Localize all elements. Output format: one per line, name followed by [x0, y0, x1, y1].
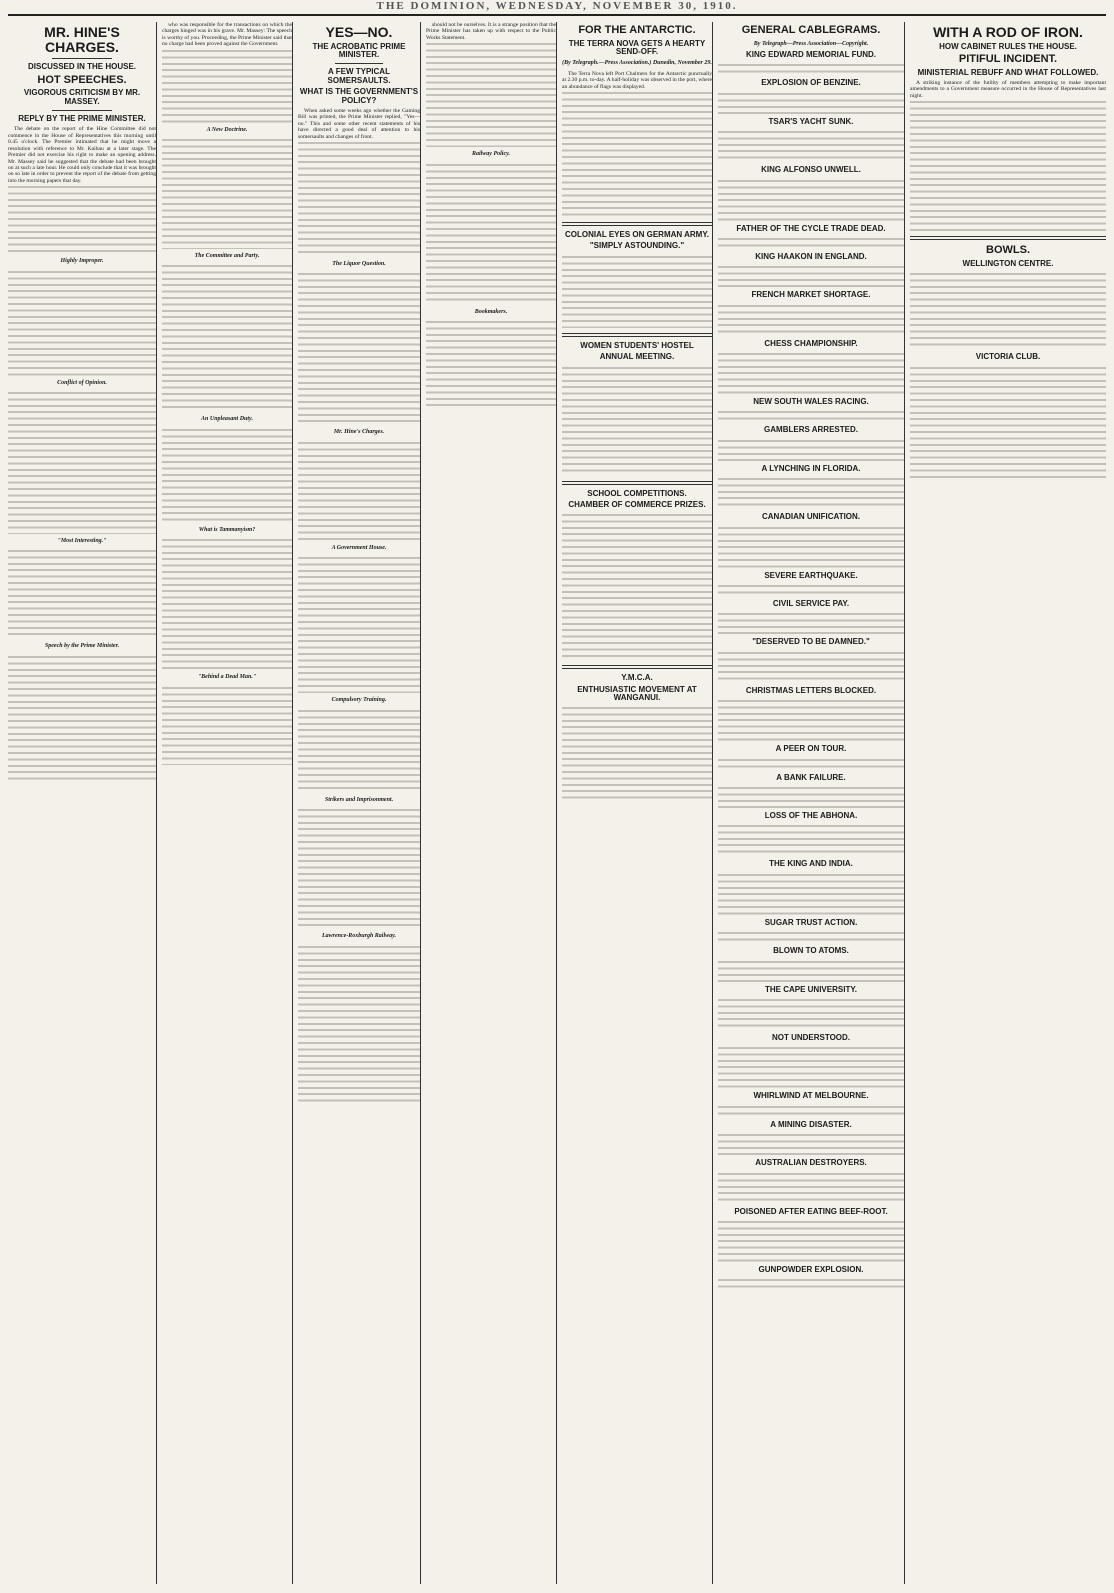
headline-hostel: WOMEN STUDENTS' HOSTEL: [580, 340, 694, 350]
cablegram-heading: "DESERVED TO BE DAMNED.": [752, 637, 870, 647]
article-filler: [426, 319, 556, 409]
cablegram-body: [718, 1277, 904, 1291]
headline-antarctic: FOR THE ANTARCTIC.: [578, 24, 696, 36]
article-filler: [562, 512, 712, 660]
subhead-hine-charges: Mr. Hine's Charges.: [333, 429, 385, 436]
cablegram-heading: NOT UNDERSTOOD.: [771, 1032, 851, 1042]
deck-ministerial-rebuff: MINISTERIAL REBUFF AND WHAT FOLLOWED.: [917, 67, 1099, 77]
article-filler: [8, 269, 156, 376]
cablegram-body: [718, 650, 904, 684]
article-body: A striking instance of the futility of members attempting to make important amendments to a Government measure occurred in the House of Representatives last night.: [910, 80, 1106, 99]
subhead-conflict: Conflict of Opinion.: [57, 379, 107, 386]
article-filler: [162, 263, 292, 412]
cablegram-body: [718, 91, 904, 115]
cablegram-heading: AUSTRALIAN DESTROYERS.: [755, 1158, 867, 1168]
deck-terra-nova: THE TERRA NOVA GETS A HEARTY SEND-OFF.: [568, 38, 706, 56]
cablegram-body: [718, 997, 904, 1031]
cablegram-body: [718, 525, 904, 569]
cablegram-heading: CANADIAN UNIFICATION.: [761, 512, 861, 522]
article-body: should not be ourselves. It is a strange position that the Prime Minister has taken up with respect to the Public Works Statement.: [426, 22, 556, 41]
article-filler: [562, 705, 712, 800]
cablegram-list: [718, 51, 904, 1291]
subhead-strikers: Strikers and Imprisonment.: [324, 796, 394, 803]
article-filler: [298, 944, 420, 1103]
divider: [562, 665, 712, 669]
article-body: The debate on the report of the Hine Committee did not commence in the House of Representatives this morning until 0.45 o'clock. The Premier intimated that he might move a resolution with reference to Mr. Kaihau at a later stage. The Premier did not exercise his right to make an opening address. Mr. Massey said he suggested that the debate had been brought on at such a late hour. He could only conclude that it was brought on so late in order to prevent the report of the debate from getting into the morning papers that day.: [8, 126, 156, 184]
article-filler: [910, 99, 1106, 231]
cablegram-body: [718, 583, 904, 597]
article-filler: [910, 271, 1106, 350]
subhead-highly-improper: Highly Improper.: [60, 258, 104, 265]
cablegram-body: [718, 409, 904, 423]
cablegram-heading: THE KING AND INDIA.: [769, 859, 853, 869]
article-filler: [162, 427, 292, 523]
deck-astounding: "SIMPLY ASTOUNDING.": [589, 241, 685, 251]
cablegram-heading: POISONED AFTER EATING BEEF-ROOT.: [734, 1206, 888, 1216]
subhead-lawrence-railway: Lawrence-Roxburgh Railway.: [321, 933, 397, 940]
cablegram-body: [718, 1219, 904, 1263]
article-filler: [298, 807, 420, 929]
cablegram-heading: KING EDWARD MEMORIAL FUND.: [745, 49, 877, 59]
cablegram-body: [718, 823, 904, 857]
cablegram-body: [718, 785, 904, 809]
divider: [562, 481, 712, 485]
column-4: [426, 22, 557, 1584]
subhead-most-interesting: "Most Interesting.": [57, 537, 107, 544]
article-filler: [562, 90, 712, 217]
column-3: [298, 22, 421, 1584]
cablegram-body: [718, 236, 904, 250]
cablegram-heading: TSAR'S YACHT SUNK.: [768, 116, 854, 126]
subhead-bookmakers: Bookmakers.: [474, 308, 508, 315]
subhead-speech-pm: Speech by the Prime Minister.: [44, 643, 120, 650]
cablegram-heading: A BANK FAILURE.: [776, 772, 846, 782]
cablegram-heading: SUGAR TRUST ACTION.: [764, 917, 858, 927]
cablegram-heading: CHESS CHAMPIONSHIP.: [764, 338, 858, 348]
cablegram-body: [718, 129, 904, 163]
cablegram-heading: GUNPOWDER EXPLOSION.: [758, 1264, 864, 1274]
subhead-liquor: The Liquor Question.: [332, 261, 386, 268]
subhead-unpleasant-duty: An Unpleasant Duty.: [201, 416, 253, 423]
article-filler: [426, 41, 556, 147]
cablegram-heading: A LYNCHING IN FLORIDA.: [761, 463, 861, 473]
article-filler: [298, 440, 420, 541]
column-7: [910, 22, 1106, 1584]
headline-german-army: COLONIAL EYES ON GERMAN ARMY.: [564, 229, 709, 239]
deck-hot-speeches: HOT SPEECHES.: [37, 73, 127, 86]
headline-yes-no: YES—NO.: [325, 24, 393, 40]
cablegram-heading: BLOWN TO ATOMS.: [773, 946, 849, 956]
cablegram-heading: NEW SOUTH WALES RACING.: [753, 397, 869, 407]
cablegram-heading: KING HAAKON IN ENGLAND.: [755, 251, 867, 261]
article-filler: [8, 548, 156, 639]
subhead-new-doctrine: A New Doctrine.: [206, 126, 248, 133]
cablegram-heading: FRENCH MARKET SHORTAGE.: [751, 290, 871, 300]
article-filler: [162, 685, 292, 765]
article-filler: [426, 162, 556, 305]
deck-policy: WHAT IS THE GOVERNMENT'S POLICY?: [299, 87, 419, 105]
cablegram-body: [718, 1171, 904, 1205]
cablegram-body: [718, 303, 904, 337]
column-1: [8, 22, 157, 1584]
deck-vigorous-criticism: VIGOROUS CRITICISM BY MR. MASSEY.: [23, 88, 141, 106]
article-filler: [298, 140, 420, 257]
deck-victoria-club: VICTORIA CLUB.: [975, 352, 1041, 362]
cablegram-body: [718, 351, 904, 395]
cablegram-heading: CIVIL SERVICE PAY.: [772, 599, 850, 609]
article-filler: [298, 708, 420, 793]
article-filler: [8, 184, 156, 254]
article-filler: [562, 254, 712, 328]
cablegram-heading: SEVERE EARTHQUAKE.: [764, 570, 858, 580]
headline-ymca: Y.M.C.A.: [621, 673, 653, 683]
cablegram-body: [718, 698, 904, 742]
deck-pitiful: PITIFUL INCIDENT.: [958, 53, 1058, 66]
divider: [52, 58, 111, 59]
headline-cablegrams: GENERAL CABLEGRAMS.: [741, 24, 881, 36]
deck-chamber-prizes: CHAMBER OF COMMERCE PRIZES.: [568, 499, 706, 509]
byline: By Telegraph—Press Association—Copyright.: [753, 40, 869, 47]
divider: [562, 333, 712, 337]
headline-bowls: BOWLS.: [986, 244, 1030, 257]
article-filler: [298, 271, 420, 425]
article-body: The Terra Nova left Port Chalmers for the Antarctic punctually at 2.30 p.m. to-day. A half-holiday was observed in the port, where an abundance of flags was displayed.: [562, 70, 712, 90]
deck-reply: REPLY BY THE PRIME MINISTER.: [18, 114, 146, 124]
cablegram-body: [718, 476, 904, 510]
article-filler: [298, 555, 420, 693]
subhead-government-house: A Government House.: [331, 544, 387, 551]
article-filler: [910, 365, 1106, 481]
cablegram-body: [718, 1104, 904, 1118]
cablegram-body: [718, 872, 904, 916]
article-filler: [8, 654, 156, 782]
deck-acrobatic: THE ACROBATIC PRIME MINISTER.: [312, 41, 406, 60]
cablegram-body: [718, 1045, 904, 1089]
cablegram-body: [718, 178, 904, 222]
divider: [52, 110, 111, 111]
masthead: THE DOMINION, WEDNESDAY, NOVEMBER 30, 1910.: [8, 0, 1106, 16]
cablegram-heading: THE CAPE UNIVERSITY.: [764, 984, 857, 994]
subhead-committee-party: The Committee and Party.: [194, 253, 260, 260]
cablegram-body: [718, 1132, 904, 1156]
subhead-compulsory-training: Compulsory Training.: [331, 697, 387, 704]
article-body: who was responsible for the transactions on which the charges hinged was in his grave. Mr. Massey: The speech is worthy of you. Proceeding, the Prime Minister said that no charge had been proved against the Government.: [162, 22, 292, 48]
article-filler: [162, 137, 292, 249]
cablegram-body: [718, 959, 904, 983]
byline: (By Telegraph.—Press Association.) Dunedin, November 29.: [562, 60, 712, 67]
column-5: [562, 22, 713, 1584]
article-filler: [162, 537, 292, 670]
cablegram-heading: A MINING DISASTER.: [770, 1119, 852, 1129]
headline-rod-of-iron: WITH A ROD OF IRON.: [933, 24, 1083, 40]
deck-discussed: DISCUSSED IN THE HOUSE.: [27, 62, 136, 72]
article-filler: [562, 365, 712, 476]
deck-wanganui: ENTHUSIASTIC MOVEMENT AT WANGANUI.: [577, 684, 697, 703]
cablegram-body: [718, 264, 904, 288]
cablegram-heading: EXPLOSION OF BENZINE.: [761, 78, 861, 88]
deck-cabinet: HOW CABINET RULES THE HOUSE.: [939, 41, 1077, 51]
headline-hine-charges: MR. HINE'S CHARGES.: [44, 24, 120, 55]
cablegram-heading: GAMBLERS ARRESTED.: [764, 425, 858, 435]
cablegram-body: [718, 611, 904, 635]
cablegram-body: [718, 757, 904, 771]
cablegram-heading: WHIRLWIND AT MELBOURNE.: [753, 1091, 869, 1101]
headline-school-competitions: SCHOOL COMPETITIONS.: [587, 488, 687, 498]
cablegram-body: [718, 62, 904, 76]
divider: [910, 236, 1106, 240]
subhead-tammanyism: What is Tammanyism?: [198, 526, 256, 533]
subhead-railway-policy: Railway Policy.: [471, 151, 511, 158]
subhead-dead-man: "Behind a Dead Man.": [197, 674, 257, 681]
cablegram-heading: KING ALFONSO UNWELL.: [761, 165, 861, 175]
article-body: When asked some weeks ago whether the Gaming Bill was printed, the Prime Minister replied, "Yes—no." This and some other recent statements of his have directed a good deal of attention to his somersaults and changes of front.: [298, 108, 420, 140]
cablegram-body: [718, 930, 904, 944]
cablegram-heading: FATHER OF THE CYCLE TRADE DEAD.: [736, 223, 886, 233]
cablegram-heading: LOSS OF THE ABHONA.: [764, 810, 858, 820]
deck-annual-meeting: ANNUAL MEETING.: [599, 352, 675, 362]
column-6: [718, 22, 905, 1584]
column-2: [162, 22, 293, 1584]
deck-wellington-centre: WELLINGTON CENTRE.: [962, 258, 1054, 268]
cablegram-body: [718, 438, 904, 462]
cablegram-heading: CHRISTMAS LETTERS BLOCKED.: [745, 685, 877, 695]
article-filler: [8, 390, 156, 534]
divider: [335, 63, 384, 64]
divider: [562, 222, 712, 226]
article-filler: [162, 48, 292, 123]
cablegram-heading: A PEER ON TOUR.: [775, 744, 847, 754]
deck-somersaults: A FEW TYPICAL SOMERSAULTS.: [327, 67, 391, 85]
